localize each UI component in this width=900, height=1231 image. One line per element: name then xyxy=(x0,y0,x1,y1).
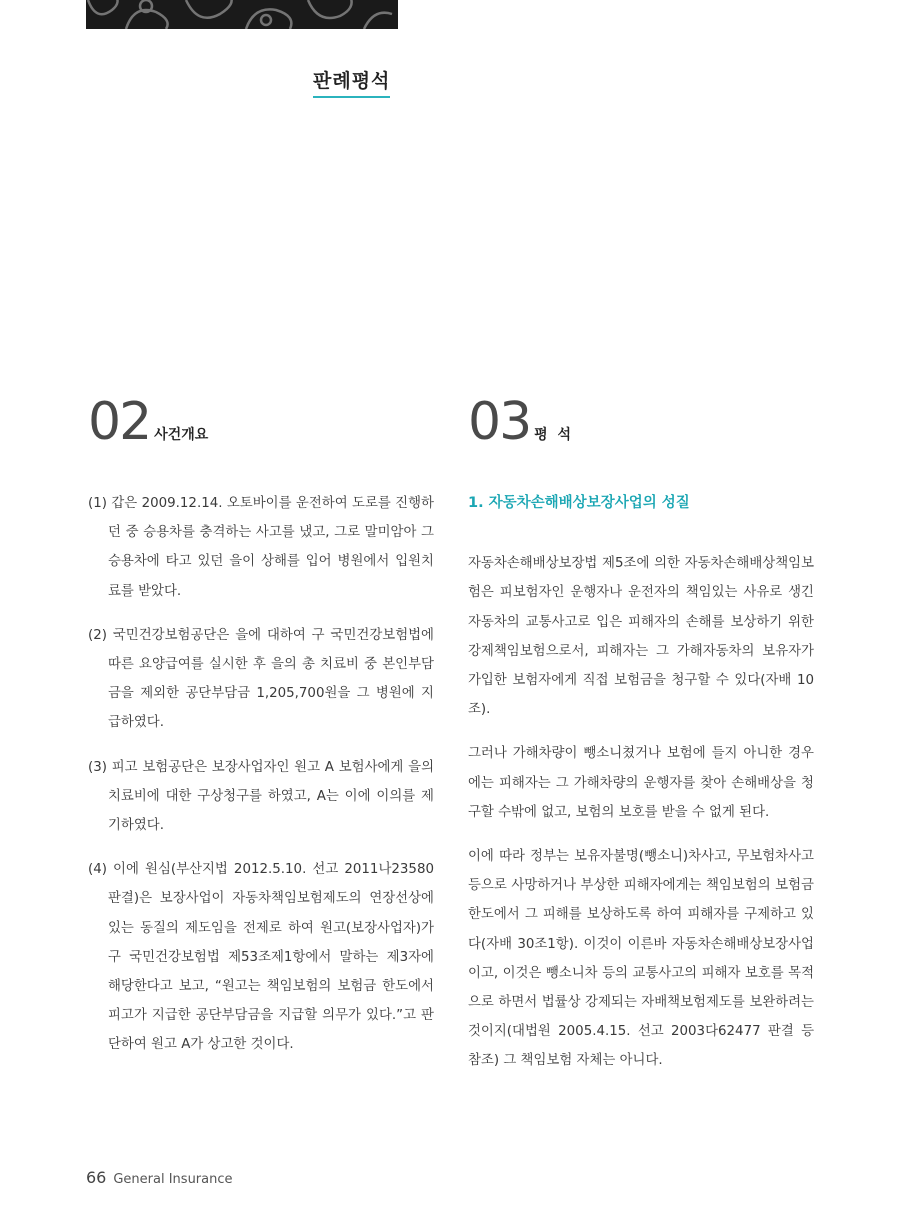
case-item: (3) 피고 보험공단은 보장사업자인 원고 A 보험사에게 을의 치료비에 대한 구상청구를 하였고, A는 이에 이의를 제기하였다. xyxy=(88,759,434,834)
page-number: 66 xyxy=(86,1168,107,1187)
section-heading-overview xyxy=(88,392,209,452)
review-column xyxy=(468,489,814,1091)
case-item: (2) 국민건강보험공단은 을에 대하여 구 국민건강보험법에 따른 요양급여를 실시한 후 을의 총 치료비 중 본인부담금을 제외한 공단부담금 1,205,700원을 그 병원에 지급하였다. xyxy=(88,627,434,731)
page-title: 판례평석 xyxy=(313,66,390,98)
section-number: 03 xyxy=(468,392,531,452)
section-heading-review xyxy=(468,392,571,452)
review-paragraph: 이에 따라 정부는 보유자불명(뺑소니)차사고, 무보험차사고 등으로 사망하거나 부상한 피해자에게는 책임보험의 보험금 한도에서 그 피해를 보상하도록 하여 피해자를 구제하고 있다(자배 30조1항). 이것이 이른바 자동차손해배상보장사업이고, 이것은 뺑소니차 등의 교통사고의 피해자 보호를 목적으로 하면서 법률상 강제되는 자배책보험제도를 보완하려는 것이지(대법원 2005.4.15. 선고 2003다62477 판결 등 참조) 그 책임보험 자체는 아니다. xyxy=(468,849,814,1069)
section-label: 평 석 xyxy=(534,427,571,443)
header-decoration xyxy=(86,0,398,29)
review-subheading: 1. 자동차손해배상보장사업의 성질 xyxy=(468,495,690,511)
case-item: (4) 이에 원심(부산지법 2012.5.10. 선고 2011나23580 판결)은 보장사업이 자동차책임보험제도의 연장선상에 있는 동질의 제도임을 전제로 하여 원고(보장사업자)가 구 국민건강보험법 제53조제1항에서 말하는 제3자에 해당한다고 보고, “원고는 책임보험의 보험금 한도에서 피고가 지급한 공단부담금을 지급할 의무가 있다.”고 판단하여 원고 A가 상고한 것이다. xyxy=(88,862,434,1053)
review-paragraph: 그러나 가해차량이 뺑소니쳤거나 보험에 들지 아니한 경우에는 피해자는 그 가해차량의 운행자를 찾아 손해배상을 청구할 수밖에 없고, 보험의 보호를 받을 수 없게 된다. xyxy=(468,746,814,820)
case-overview-column xyxy=(88,489,434,1075)
page-footer xyxy=(86,1168,233,1187)
case-item: (1) 갑은 2009.12.14. 오토바이를 운전하여 도로를 진행하던 중 승용차를 충격하는 사고를 냈고, 그로 말미암아 그 승용차에 타고 있던 을이 상해를 입어 병원에서 입원치료를 받았다. xyxy=(88,496,434,599)
section-number: 02 xyxy=(88,392,151,452)
review-paragraph: 자동차손해배상보장법 제5조에 의한 자동차손해배상책임보험은 피보험자인 운행자나 운전자의 책임있는 사유로 생긴 자동차의 교통사고로 입은 피해자의 손해를 보상하기 위한 강제책임보험으로서, 피해자는 그 가해자동차의 보유자가 가입한 보험자에게 직접 보험금을 청구할 수 있다(자배 10조). xyxy=(468,556,814,718)
publication-name: General Insurance xyxy=(113,1172,233,1187)
section-label: 사건개요 xyxy=(154,427,209,443)
